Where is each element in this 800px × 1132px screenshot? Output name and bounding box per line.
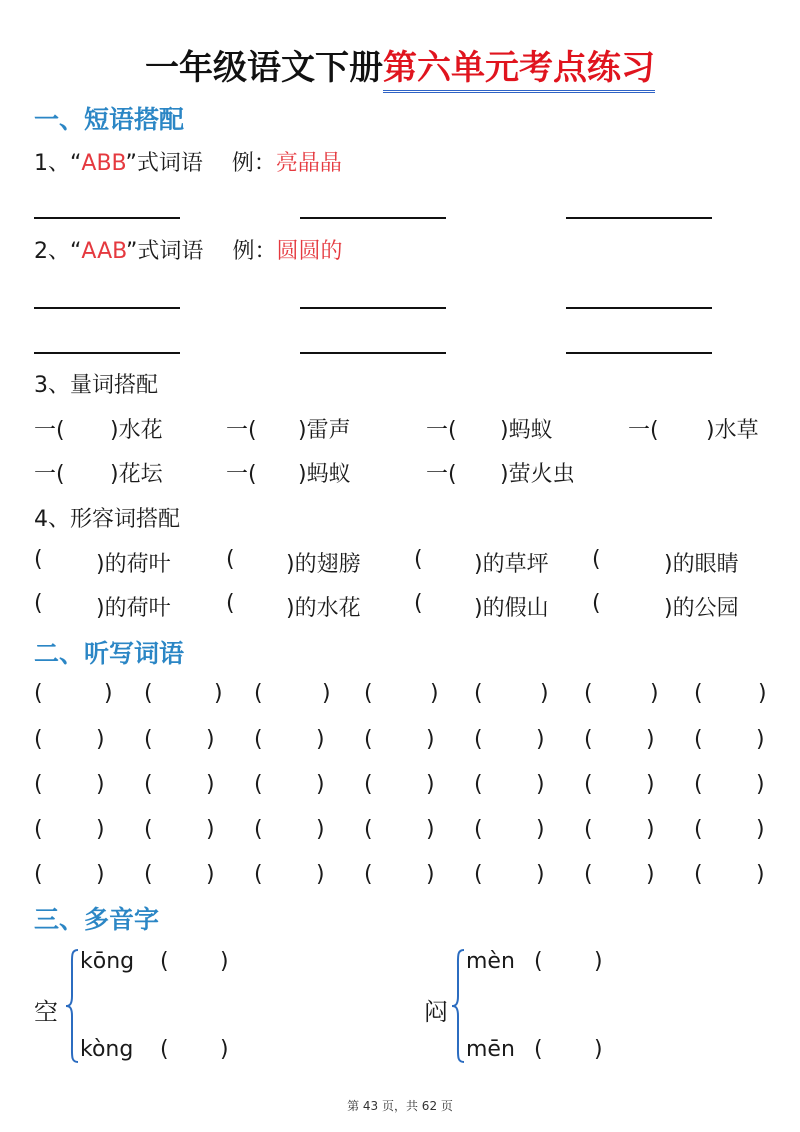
dictation-open-paren: ( (254, 681, 263, 706)
q4-open: ( (592, 591, 601, 616)
dictation-open-paren: ( (584, 862, 593, 887)
q4-item: )的眼睛 (664, 552, 739, 577)
dictation-close-paren: ) (536, 772, 545, 797)
q2-open-quote: “ (70, 239, 82, 264)
dictation-close-paren: ) (646, 727, 655, 752)
dictation-open-paren: ( (694, 817, 703, 842)
q4-open: ( (414, 547, 423, 572)
dictation-open-paren: ( (584, 681, 593, 706)
q4-item: )的草坪 (474, 552, 549, 577)
q1-pattern: ABB (81, 151, 126, 176)
q3-item: )花坛 (110, 462, 163, 487)
dictation-open-paren: ( (34, 817, 43, 842)
dictation-open-paren: ( (364, 772, 373, 797)
page-footer: 第 43 页，共 62 页 (347, 1099, 453, 1113)
dictation-open-paren: ( (34, 681, 43, 706)
q4-item: )的公园 (664, 596, 739, 621)
q4-open: ( (34, 591, 43, 616)
dictation-close-paren: ) (206, 862, 215, 887)
dictation-close-paren: ) (316, 772, 325, 797)
reading-2: kòng (80, 1037, 134, 1062)
q3-item: )水草 (706, 418, 759, 443)
dictation-open-paren: ( (584, 817, 593, 842)
q3-open: 一( (226, 462, 257, 487)
q2-answer-line-2[interactable] (300, 307, 446, 309)
q3-open: 一( (226, 418, 257, 443)
dictation-open-paren: ( (144, 862, 153, 887)
reading-2: mēn (466, 1037, 515, 1062)
polyphone-char: 闷 (424, 998, 448, 1026)
dictation-close-paren: ) (426, 817, 435, 842)
dictation-close-paren: ) (536, 862, 545, 887)
dictation-open-paren: ( (254, 862, 263, 887)
reading-open-paren: ( (534, 949, 543, 974)
dictation-close-paren: ) (536, 727, 545, 752)
q2-answer-line-5[interactable] (300, 352, 446, 354)
q4-open: ( (592, 547, 601, 572)
q4-item: )的假山 (474, 596, 549, 621)
q3-item: )蚂蚁 (298, 462, 351, 487)
dictation-close-paren: ) (96, 862, 105, 887)
dictation-open-paren: ( (694, 862, 703, 887)
q1-close-quote: ” (125, 151, 137, 176)
reading-close-paren: ) (594, 1037, 603, 1062)
dictation-open-paren: ( (474, 727, 483, 752)
q2-answer-line-1[interactable] (34, 307, 180, 309)
dictation-close-paren: ) (214, 681, 223, 706)
dictation-close-paren: ) (322, 681, 331, 706)
dictation-open-paren: ( (254, 772, 263, 797)
dictation-close-paren: ) (540, 681, 549, 706)
dictation-close-paren: ) (646, 772, 655, 797)
q4-heading: 4、形容词搭配 (34, 507, 180, 532)
question-1 (34, 146, 342, 177)
dictation-close-paren: ) (536, 817, 545, 842)
q4-item: )的水花 (286, 596, 361, 621)
dictation-close-paren: ) (646, 817, 655, 842)
q3-open: 一( (34, 462, 65, 487)
reading-1: mèn (466, 949, 515, 974)
q3-item: )水花 (110, 418, 163, 443)
dictation-close-paren: ) (96, 817, 105, 842)
q1-open-quote: “ (70, 151, 82, 176)
curly-brace-icon (64, 948, 80, 1064)
dictation-close-paren: ) (426, 727, 435, 752)
question-2 (34, 234, 342, 265)
dictation-close-paren: ) (756, 862, 765, 887)
dictation-close-paren: ) (650, 681, 659, 706)
section-2-heading: 二、听写词语 (34, 639, 185, 668)
title-unit: 第六单元考点练习 (383, 48, 655, 93)
q4-item: )的荷叶 (96, 552, 171, 577)
q2-answer-line-3[interactable] (566, 307, 712, 309)
dictation-close-paren: ) (316, 817, 325, 842)
dictation-close-paren: ) (646, 862, 655, 887)
dictation-close-paren: ) (206, 772, 215, 797)
dictation-open-paren: ( (364, 727, 373, 752)
q2-number: 2、 (34, 239, 70, 264)
title-grade: 一年级语文下册 (145, 48, 383, 88)
dictation-open-paren: ( (474, 772, 483, 797)
q2-answer-line-6[interactable] (566, 352, 712, 354)
dictation-open-paren: ( (144, 817, 153, 842)
q2-label: 式词语 (137, 239, 204, 264)
q2-answer-line-4[interactable] (34, 352, 180, 354)
dictation-open-paren: ( (364, 681, 373, 706)
q2-close-quote: ” (126, 239, 138, 264)
dictation-open-paren: ( (364, 817, 373, 842)
dictation-close-paren: ) (756, 727, 765, 752)
q1-example: 亮晶晶 (275, 151, 342, 176)
dictation-open-paren: ( (474, 817, 483, 842)
reading-close-paren: ) (594, 949, 603, 974)
dictation-open-paren: ( (144, 772, 153, 797)
q4-item: )的荷叶 (96, 596, 171, 621)
dictation-close-paren: ) (426, 862, 435, 887)
q2-example-label: 例： (232, 239, 277, 264)
dictation-open-paren: ( (34, 727, 43, 752)
dictation-close-paren: ) (426, 772, 435, 797)
q3-open: 一( (628, 418, 659, 443)
reading-open-paren: ( (534, 1037, 543, 1062)
dictation-close-paren: ) (96, 772, 105, 797)
dictation-open-paren: ( (254, 727, 263, 752)
q3-item: )萤火虫 (500, 462, 575, 487)
dictation-close-paren: ) (206, 817, 215, 842)
dictation-close-paren: ) (104, 681, 113, 706)
q3-open: 一( (426, 418, 457, 443)
reading-close-paren: ) (220, 949, 229, 974)
section-3-heading: 三、多音字 (34, 905, 160, 934)
q1-label: 式词语 (136, 151, 203, 176)
reading-close-paren: ) (220, 1037, 229, 1062)
page-title (0, 40, 800, 89)
dictation-open-paren: ( (144, 727, 153, 752)
q3-heading: 3、量词搭配 (34, 373, 158, 398)
q4-open: ( (414, 591, 423, 616)
q3-item: )雷声 (298, 418, 351, 443)
dictation-open-paren: ( (34, 862, 43, 887)
dictation-open-paren: ( (694, 772, 703, 797)
dictation-close-paren: ) (430, 681, 439, 706)
dictation-close-paren: ) (316, 727, 325, 752)
dictation-close-paren: ) (756, 817, 765, 842)
section-1-heading: 一、短语搭配 (34, 105, 185, 134)
dictation-close-paren: ) (96, 727, 105, 752)
q1-answer-line-3[interactable] (566, 217, 712, 219)
dictation-open-paren: ( (474, 681, 483, 706)
dictation-open-paren: ( (584, 727, 593, 752)
q3-item: )蚂蚁 (500, 418, 553, 443)
dictation-open-paren: ( (694, 727, 703, 752)
reading-open-paren: ( (160, 949, 169, 974)
q4-open: ( (226, 547, 235, 572)
polyphone-char: 空 (34, 998, 58, 1026)
q3-open: 一( (426, 462, 457, 487)
dictation-open-paren: ( (694, 681, 703, 706)
q4-open: ( (34, 547, 43, 572)
dictation-close-paren: ) (758, 681, 767, 706)
q4-item: )的翅膀 (286, 552, 361, 577)
dictation-open-paren: ( (584, 772, 593, 797)
reading-1: kōng (80, 949, 135, 974)
dictation-close-paren: ) (206, 727, 215, 752)
dictation-open-paren: ( (254, 817, 263, 842)
q2-example: 圆圆的 (276, 239, 343, 264)
dictation-open-paren: ( (474, 862, 483, 887)
reading-open-paren: ( (160, 1037, 169, 1062)
q1-answer-line-1[interactable] (34, 217, 180, 219)
q1-number: 1、 (34, 151, 70, 176)
dictation-close-paren: ) (756, 772, 765, 797)
dictation-open-paren: ( (34, 772, 43, 797)
dictation-open-paren: ( (144, 681, 153, 706)
q2-pattern: AAB (81, 239, 127, 264)
curly-brace-icon (450, 948, 466, 1064)
q3-open: 一( (34, 418, 65, 443)
dictation-open-paren: ( (364, 862, 373, 887)
q1-answer-line-2[interactable] (300, 217, 446, 219)
q1-example-label: 例： (231, 151, 276, 176)
dictation-close-paren: ) (316, 862, 325, 887)
q4-open: ( (226, 591, 235, 616)
